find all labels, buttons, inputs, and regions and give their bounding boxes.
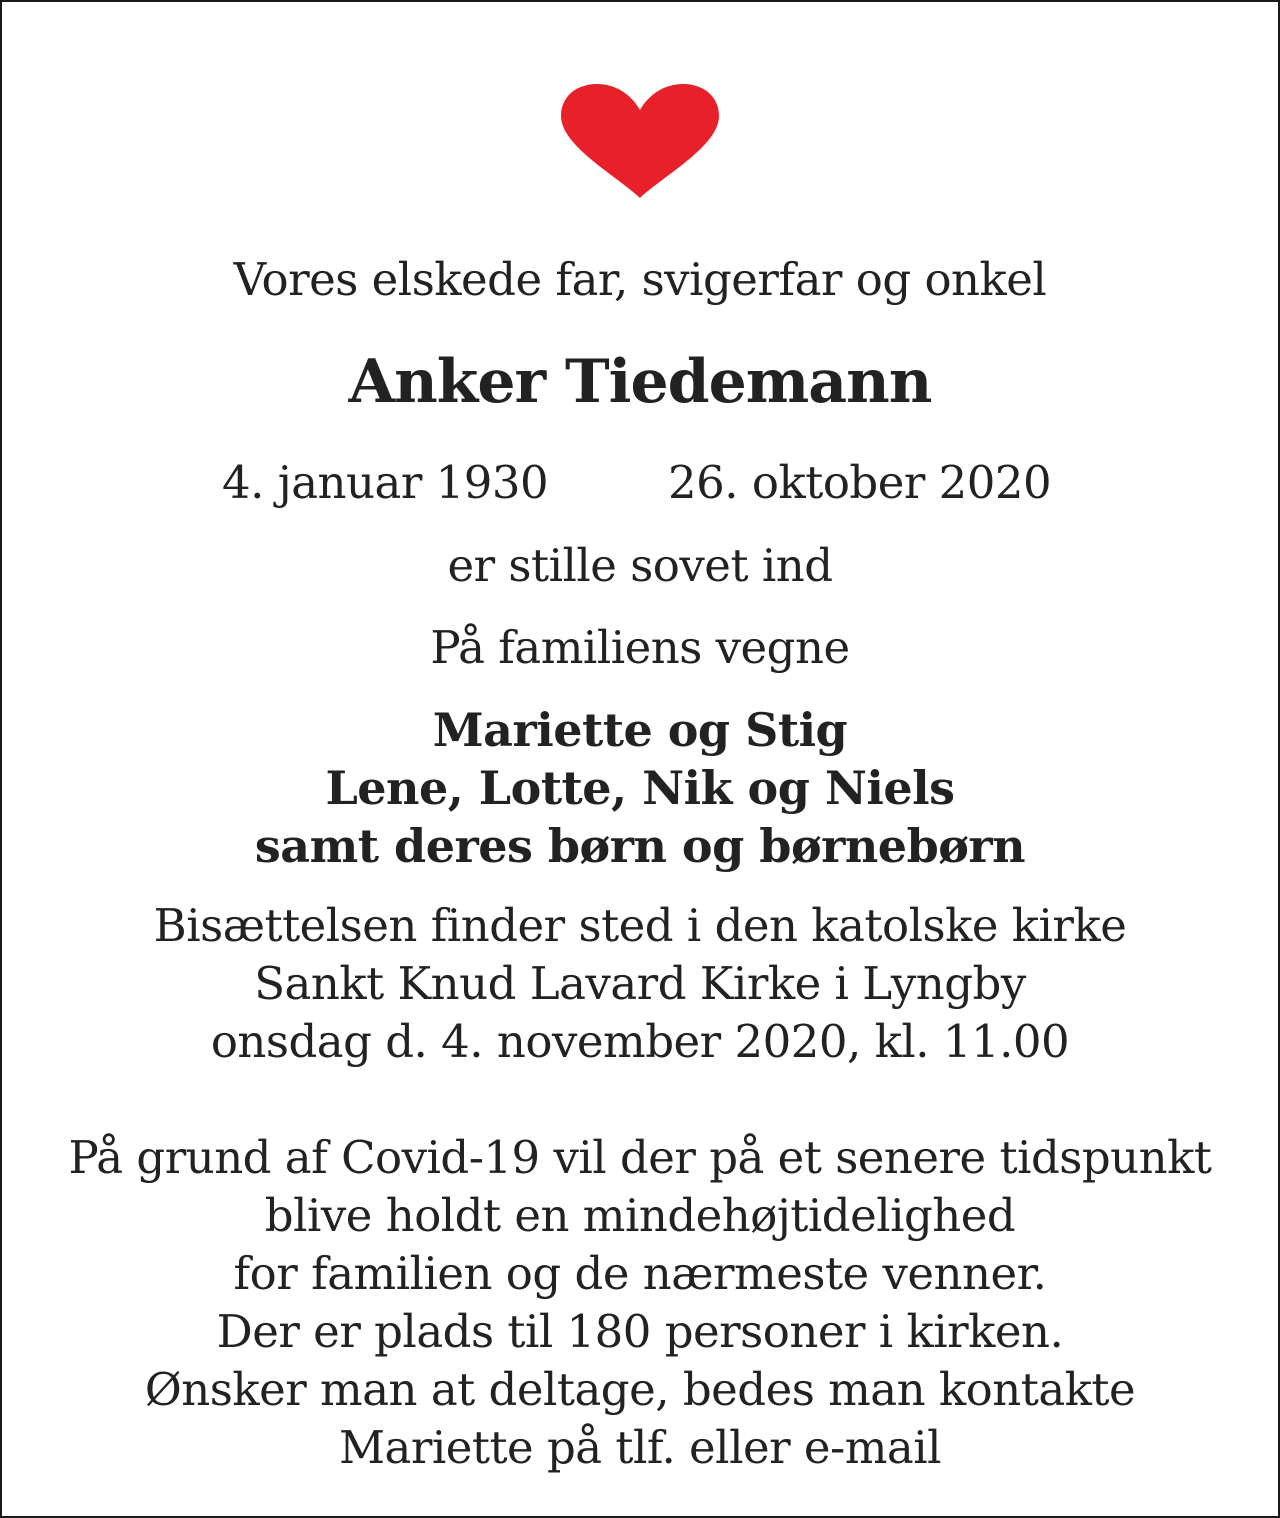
- notice-line: På grund af Covid-19 vil der på et senere tidspunkt: [68, 1131, 1212, 1184]
- heart-icon: [557, 80, 723, 200]
- funeral-line: onsdag d. 4. november 2020, kl. 11.00: [210, 1015, 1070, 1068]
- notice-line: Ønsker man at deltage, bedes man kontakte: [144, 1363, 1136, 1416]
- notice-line: blive holdt en mindehøjtidelighed: [264, 1189, 1016, 1242]
- family-line: Lene, Lotte, Nik og Niels: [325, 761, 955, 815]
- notice-line: for familien og de nærmeste venner.: [233, 1247, 1047, 1300]
- notice-line: Der er plads til 180 personer i kirken.: [216, 1305, 1064, 1358]
- intro-text: Vores elskede far, svigerfar og onkel: [233, 253, 1047, 306]
- heart-shape: [561, 84, 719, 198]
- deceased-name: Anker Tiedemann: [348, 347, 932, 417]
- family-line: Mariette og Stig: [432, 703, 848, 757]
- passed-text: er stille sovet ind: [447, 539, 833, 592]
- on-behalf-text: På familiens vegne: [430, 621, 850, 674]
- family-line: samt deres børn og børnebørn: [254, 819, 1026, 873]
- birth-date: 4. januar 1930: [222, 456, 549, 509]
- funeral-line: Bisættelsen finder sted i den katolske kirke: [153, 899, 1127, 952]
- funeral-line: Sankt Knud Lavard Kirke i Lyngby: [254, 957, 1026, 1010]
- notice-line: Mariette på tlf. eller e-mail: [338, 1421, 942, 1474]
- death-date: 26. oktober 2020: [668, 456, 1052, 509]
